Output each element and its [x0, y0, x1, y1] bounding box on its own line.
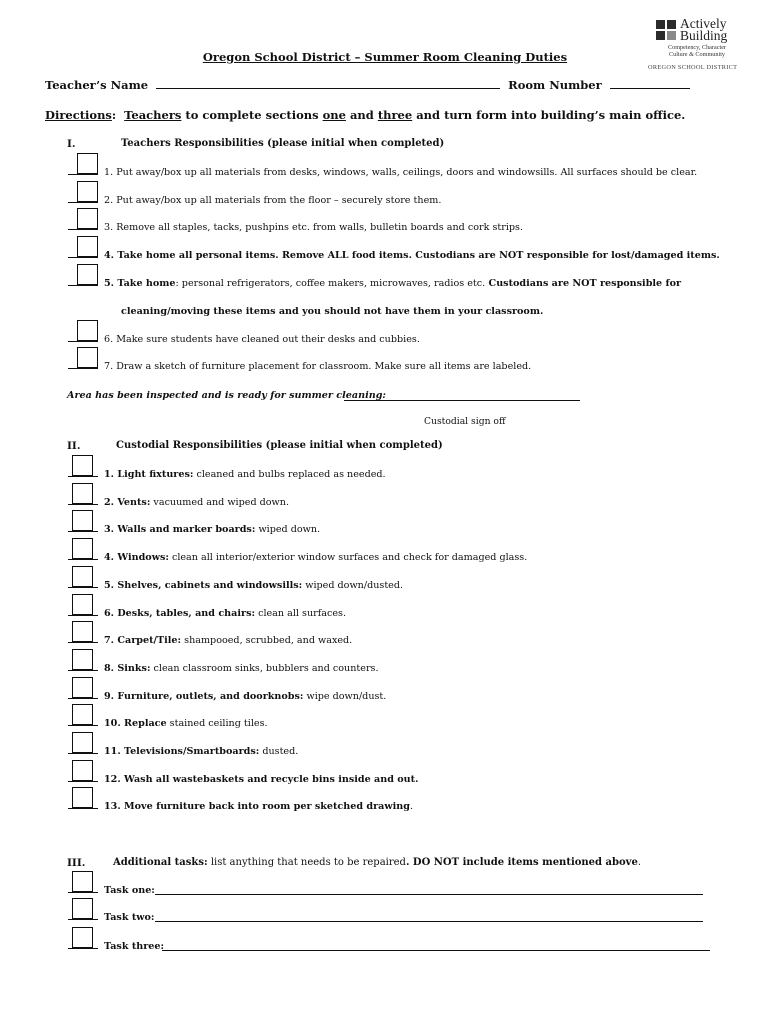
section-1-item-7: 7. Draw a sketch of furniture placement for classroom. Make sure all items are labeled.: [104, 361, 532, 372]
section-2-item-6: 6. Desks, tables, and chairs: clean all surfaces.: [104, 608, 347, 619]
section-1-heading: Teachers Responsibilities (please initial when completed): [121, 138, 445, 149]
section-1-item-1: 1. Put away/box up all materials from desks, windows, walls, ceilings, doors and windowsills. All surfaces should be clear.: [104, 167, 698, 178]
item-5-continued: cleaning/moving these items and you should not have them in your classroom.: [121, 306, 544, 317]
section-2-item-3-checkbox[interactable]: [72, 510, 93, 531]
inspection-signature-line[interactable]: [344, 400, 580, 401]
section-2-item-1-initial-line[interactable]: [68, 476, 98, 477]
directions-one: one: [322, 108, 346, 122]
section-2-item-4-checkbox[interactable]: [72, 538, 93, 559]
section-2-item-7: 7. Carpet/Tile: shampooed, scrubbed, and waxed.: [104, 635, 353, 646]
section-1-item-4-checkbox[interactable]: [77, 236, 98, 257]
section-2-item-8: 8. Sinks: clean classroom sinks, bubblers and counters.: [104, 663, 379, 674]
teacher-name-field[interactable]: [156, 78, 500, 89]
task-1-label: Task one:: [104, 885, 155, 896]
section-2-item-1: 1. Light fixtures: cleaned and bulbs replaced as needed.: [104, 469, 386, 480]
section-2-item-7-checkbox[interactable]: [72, 621, 93, 642]
section-2-item-3: 3. Walls and marker boards: wiped down.: [104, 524, 321, 535]
section-2-item-13-initial-line[interactable]: [68, 808, 98, 809]
section-2-item-6-initial-line[interactable]: [68, 615, 98, 616]
task-1-field[interactable]: [155, 894, 703, 895]
section-1-item-6: 6. Make sure students have cleaned out their desks and cubbies.: [104, 334, 420, 345]
section-2-item-12-initial-line[interactable]: [68, 781, 98, 782]
section-1-item-2-initial-line[interactable]: [68, 202, 98, 203]
task-3-checkbox[interactable]: [72, 927, 93, 948]
section-2-item-10: 10. Replace stained ceiling tiles.: [104, 718, 268, 729]
section-2-item-6-checkbox[interactable]: [72, 594, 93, 615]
section-2-item-8-checkbox[interactable]: [72, 649, 93, 670]
section-2-item-5: 5. Shelves, cabinets and windowsills: wiped down/dusted.: [104, 580, 404, 591]
section-3-heading-end: .: [637, 857, 642, 868]
task-2-field[interactable]: [155, 921, 703, 922]
section-1-item-1-checkbox[interactable]: [77, 153, 98, 174]
section-2-item-7-initial-line[interactable]: [68, 642, 98, 643]
section-2-item-9: 9. Furniture, outlets, and doorknobs: wipe down/dust.: [104, 691, 387, 702]
room-number-field[interactable]: [610, 78, 690, 89]
section-2-item-11: 11. Televisions/Smartboards: dusted.: [104, 746, 299, 757]
section-2-numeral: II.: [67, 440, 81, 452]
directions-three: three: [377, 108, 413, 122]
page-title: Oregon School District – Summer Room Cleaning Duties: [202, 50, 568, 64]
section-2-item-3-initial-line[interactable]: [68, 531, 98, 532]
section-2-item-1-checkbox[interactable]: [72, 455, 93, 476]
inspected-label: Area has been inspected and is ready for summer cleaning:: [67, 390, 386, 401]
logo-name: Actively Building: [680, 16, 728, 43]
task-1-checkbox[interactable]: [72, 871, 93, 892]
directions-text-3: and turn form into building’s main office.: [412, 108, 686, 122]
section-2-item-9-checkbox[interactable]: [72, 677, 93, 698]
section-1-item-2-checkbox[interactable]: [77, 181, 98, 202]
section-2-item-11-checkbox[interactable]: [72, 732, 93, 753]
section-2-item-13: 13. Move furniture back into room per sketched drawing.: [104, 801, 414, 812]
section-3-heading: [113, 857, 641, 868]
section-3-heading-bold: Additional tasks:: [113, 857, 208, 868]
task-3-field[interactable]: [162, 950, 710, 951]
section-1-item-5: 5. Take home: personal refrigerators, coffee makers, microwaves, radios etc. Custodians are NOT responsible for: [104, 278, 682, 289]
section-2-item-4-initial-line[interactable]: [68, 559, 98, 560]
section-1-item-2: 2. Put away/box up all materials from the floor – securely store them.: [104, 195, 442, 206]
section-1-item-4-initial-line[interactable]: [68, 257, 98, 258]
task-2-label: Task two:: [104, 912, 155, 923]
section-2-item-8-initial-line[interactable]: [68, 670, 98, 671]
section-3-numeral: III.: [67, 857, 86, 869]
room-number-label: Room Number: [508, 78, 602, 92]
directions-label: Directions: [45, 108, 112, 122]
section-2-heading: Custodial Responsibilities (please initial when completed): [116, 440, 443, 451]
task-3-initial-line[interactable]: [68, 948, 98, 949]
directions-teachers: Teachers: [124, 108, 182, 122]
section-1-item-3: 3. Remove all staples, tacks, pushpins etc. from walls, bulletin boards and cork strips.: [104, 222, 524, 233]
teacher-name-label: Teacher’s Name: [45, 78, 149, 92]
task-3-label: Task three:: [104, 941, 165, 952]
section-2-item-12-checkbox[interactable]: [72, 760, 93, 781]
section-1-numeral: I.: [67, 138, 76, 150]
section-1-item-6-checkbox[interactable]: [77, 320, 98, 341]
section-2-item-2-checkbox[interactable]: [72, 483, 93, 504]
section-3-heading-bold2: . DO NOT include items mentioned above: [405, 857, 638, 868]
logo-tagline: Competency, Character Culture & Community: [667, 44, 726, 58]
section-2-item-9-initial-line[interactable]: [68, 698, 98, 699]
section-2-item-2-initial-line[interactable]: [68, 504, 98, 505]
section-2-item-10-initial-line[interactable]: [68, 725, 98, 726]
section-2-item-12: 12. Wash all wastebaskets and recycle bins inside and out.: [104, 774, 419, 785]
directions: Directions: Teachers to complete sections one and three and turn form into building’s main office.: [45, 108, 686, 122]
section-1-item-6-initial-line[interactable]: [68, 341, 98, 342]
section-1-item-3-initial-line[interactable]: [68, 229, 98, 230]
section-2-item-5-checkbox[interactable]: [72, 566, 93, 587]
task-1-initial-line[interactable]: [68, 892, 98, 893]
logo-district: OREGON SCHOOL DISTRICT: [648, 64, 738, 71]
section-1-item-7-checkbox[interactable]: [77, 347, 98, 368]
teacher-room-row: [45, 78, 690, 92]
section-1-item-5-initial-line[interactable]: [68, 285, 98, 286]
directions-text-1: to complete sections: [181, 108, 323, 122]
section-1-item-5-checkbox[interactable]: [77, 264, 98, 285]
section-3-heading-text: list anything that needs to be repaired: [207, 857, 406, 868]
section-2-item-11-initial-line[interactable]: [68, 753, 98, 754]
logo-mark-icon: [656, 20, 676, 42]
section-1-item-7-initial-line[interactable]: [68, 368, 98, 369]
task-2-checkbox[interactable]: [72, 898, 93, 919]
section-2-item-4: 4. Windows: clean all interior/exterior window surfaces and check for damaged glass.: [104, 552, 528, 563]
section-2-item-5-initial-line[interactable]: [68, 587, 98, 588]
task-2-initial-line[interactable]: [68, 919, 98, 920]
section-1-item-4: 4. Take home all personal items. Remove ALL food items. Custodians are NOT responsible for lost/damaged items.: [104, 250, 720, 261]
directions-text-2: and: [345, 108, 378, 122]
section-1-item-3-checkbox[interactable]: [77, 208, 98, 229]
section-2-item-10-checkbox[interactable]: [72, 704, 93, 725]
custodial-signoff-label: Custodial sign off: [424, 416, 506, 427]
section-1-item-1-initial-line[interactable]: [68, 174, 98, 175]
section-2-item-13-checkbox[interactable]: [72, 787, 93, 808]
section-2-item-2: 2. Vents: vacuumed and wiped down.: [104, 497, 289, 508]
